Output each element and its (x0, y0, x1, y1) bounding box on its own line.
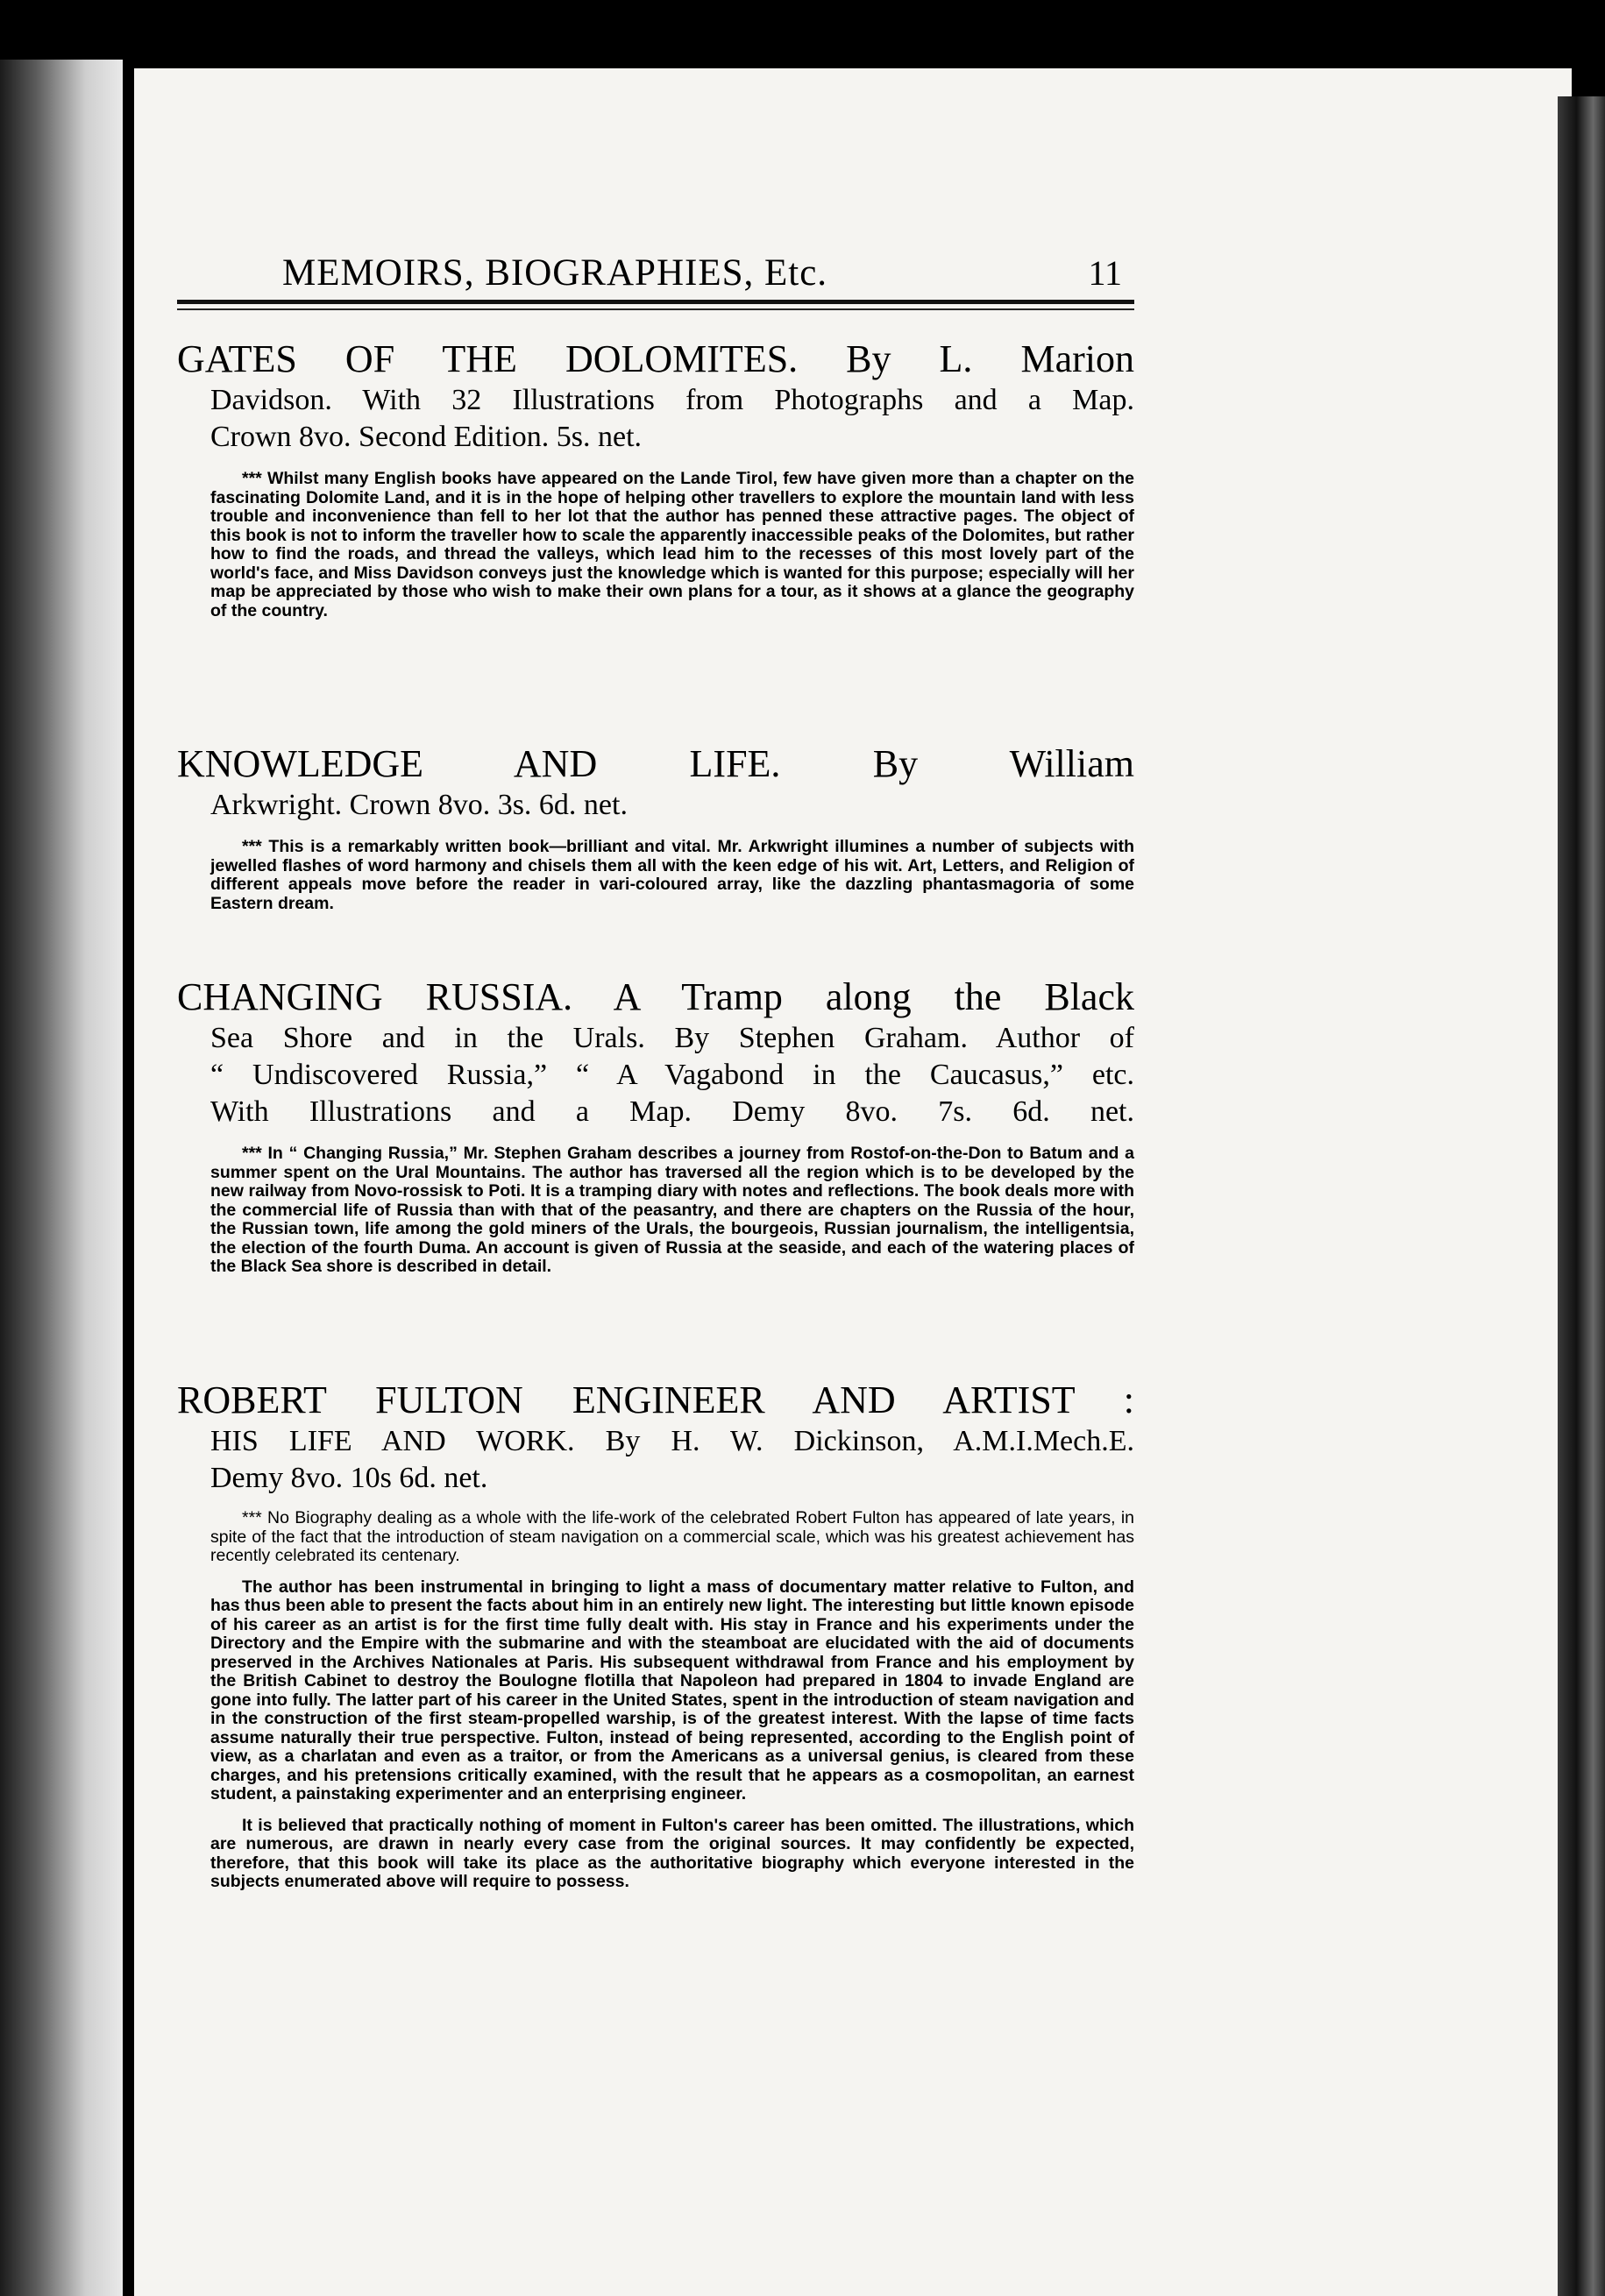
entry-subtitle-line: Davidson. With 32 Illustrations from Photographs and a Map. (210, 384, 1134, 416)
entry-description: The author has been instrumental in bringing to light a mass of documentary matter relative to Fulton, and has thus been able to present the facts about him in an entirely new light. The interesting but little known episode of his career as an artist is for the first time fully dealt with. His stay in France and his experiments under the Directory and the Empire with the submarine and with the steamboat are elucidated with the aid of documents preserved in the Archives Nationales at Paris. His subsequent withdrawal from France and his employment by the British Cabinet to destroy the Boulogne flotilla that Napoleon had prepared in 1804 to invade England are gone into fully. The latter part of his career in the United States, spent in the introduction of steam navigation and in the construction of the first steam-propelled warship, is of the greatest interest. With the lapse of time facts assume naturally their true perspective. Fulton, instead of being represented, according to the English point of view, as a charlatan and even as a traitor, or from the Americans as a universal genius, is cleared from these charges, and his pretensions critically examined, with the result that he appears as a cosmopolitan, an earnest student, a painstaking experimenter and an enterprising engineer. (210, 1577, 1134, 1803)
entry-title: KNOWLEDGE AND LIFE. By William (177, 742, 1134, 785)
entry-description: It is believed that practically nothing of moment in Fulton's career has been omitted. The illustrations, which are numerous, are drawn in nearly every case from the original sources. It may confidently be expected, therefore, that this book will take its place as the authoritative biography which everyone interested in the subjects enumerated above will require to possess. (210, 1815, 1134, 1891)
entry-title: ROBERT FULTON ENGINEER AND ARTIST : (177, 1378, 1134, 1421)
entry-description: *** Whilst many English books have appeared on the Lande Tirol, few have given more than a chapter on the fascinating Dolomite Land, and it is in the hope of helping other travellers to explore the mountain land with less trouble and inconvenience than fell to her lot that the author has penned these attractive pages. The object of this book is not to inform the traveller how to scale the apparently inaccessible peaks of the Dolomites, but rather how to find the roads, and thread the valleys, which lead him to the recesses of this most lovely part of the world's face, and Miss Davidson conveys just the knowledge which is wanted for this purpose; especially will her map be appreciated by those who wish to make their own plans for a tour, as it shows at a glance the geography of the country. (210, 469, 1134, 620)
entry-title: CHANGING RUSSIA. A Tramp along the Black (177, 975, 1134, 1018)
page-edge-right (1558, 96, 1605, 2296)
entry-description: *** No Biography dealing as a whole with the life-work of the celebrated Robert Fulton has appeared of late years, in spite of the fact that the introduction of steam navigation on a commercial scale, which was his greatest achievement has recently celebrated its centenary. (210, 1508, 1134, 1565)
entry-changing-russia (177, 974, 1134, 1277)
entry-robert-fulton (177, 1378, 1134, 1892)
running-header-title: MEMOIRS, BIOGRAPHIES, Etc. (282, 252, 828, 294)
entry-subtitle-line: With Illustrations and a Map. Demy 8vo. 7s. 6d. net. (210, 1095, 1134, 1128)
entry-subtitle-line: Crown 8vo. Second Edition. 5s. net. (210, 421, 643, 453)
header-rule-thin (177, 308, 1134, 310)
entry-subtitle-line: HIS LIFE AND WORK. By H. W. Dickinson, A.M.I.Mech.E. (210, 1425, 1134, 1457)
entry-description: *** This is a remarkably written book—brilliant and vital. Mr. Arkwright illumines a number of subjects with jewelled flashes of word harmony and chisels them all with the keen edge of his wit. Art, Letters, and Religion of different appeals move before the reader in vari-coloured array, like the dazzling phantasmagoria of some Eastern dream. (210, 837, 1134, 913)
entry-gates-of-the-dolomites (177, 337, 1134, 620)
entry-subtitle-line: Arkwright. Crown 8vo. 3s. 6d. net. (210, 789, 628, 821)
entry-subtitle-line: “ Undiscovered Russia,” “ A Vagabond in the Caucasus,” etc. (210, 1059, 1134, 1091)
facing-page-edge (0, 60, 123, 2296)
running-header (177, 249, 1134, 298)
page-number: 11 (1088, 253, 1122, 293)
entry-description: *** In “ Changing Russia,” Mr. Stephen Graham describes a journey from Rostof-on-the-Don to Batum and a summer spent on the Ural Mountains. The author has traversed all the region which is to be developed by the new railway from Novo-rossisk to Poti. It is a tramping diary with notes and reflections. The book deals more with the commercial life of Russia than with that of the peasantry, and there are chapters on the Russia of the hour, the Russian town, life among the gold miners of the Urals, the bourgeois, Russian journalism, the intelligentsia, the election of the fourth Duma. An account is given of Russia at the seaside, and each of the watering places of the Black Sea shore is described in detail. (210, 1144, 1134, 1276)
header-rule-thick (177, 300, 1134, 304)
entry-title: GATES OF THE DOLOMITES. By L. Marion (177, 337, 1134, 380)
entry-subtitle-line: Demy 8vo. 10s 6d. net. (210, 1462, 488, 1494)
entry-knowledge-and-life (177, 741, 1134, 913)
entry-subtitle-line: Sea Shore and in the Urals. By Stephen Graham. Author of (210, 1022, 1134, 1054)
